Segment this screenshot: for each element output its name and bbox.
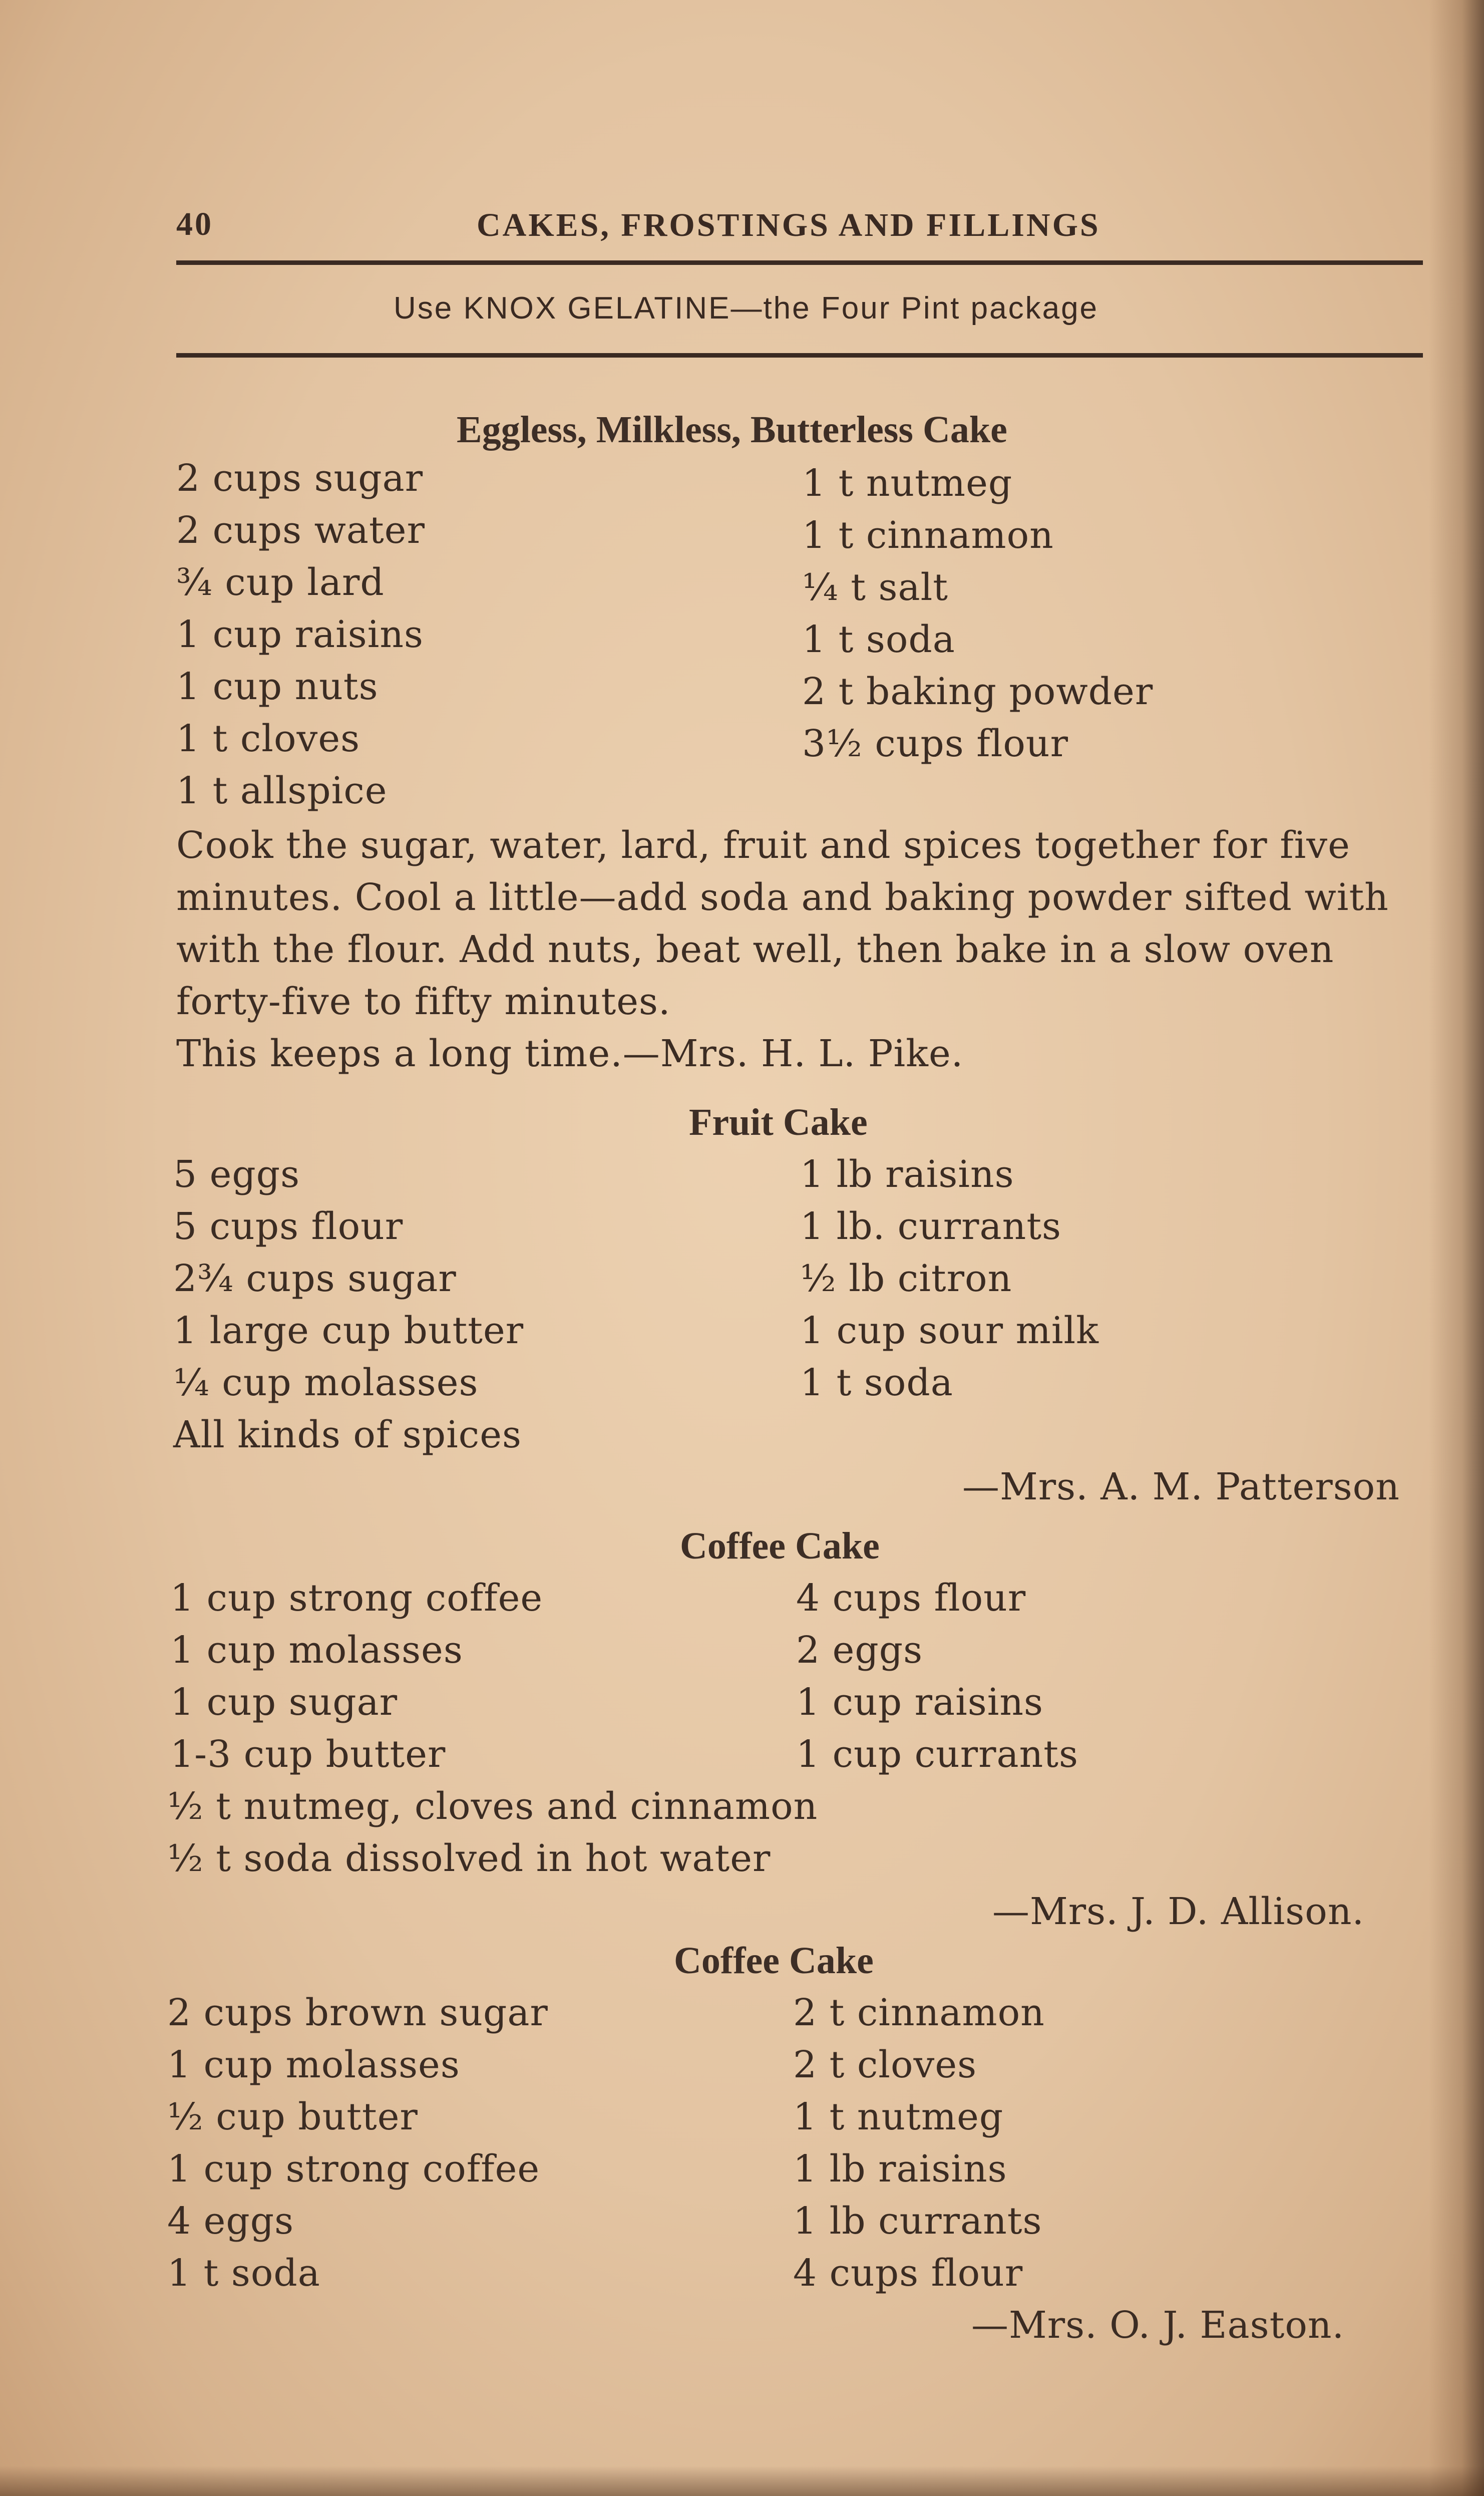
ingredient: All kinds of spices	[173, 1413, 522, 1456]
instruction-line: Cook the sugar, water, lard, fruit and spices together for five	[176, 824, 1350, 867]
ingredient: 1 cup currants	[796, 1733, 1078, 1776]
instruction-line: with the flour. Add nuts, beat well, then bake in a slow oven	[176, 928, 1334, 971]
instruction-line: This keeps a long time.—Mrs. H. L. Pike.	[176, 1032, 964, 1075]
ingredient: 1 lb. currants	[800, 1205, 1062, 1248]
instruction-line: minutes. Cool a little—add soda and baking powder sifted with	[176, 876, 1389, 919]
ingredient: 4 eggs	[167, 2200, 294, 2243]
ingredient: 1 lb raisins	[793, 2147, 1007, 2191]
ingredient: 5 eggs	[173, 1153, 300, 1196]
ingredient: 1 t nutmeg	[802, 462, 1013, 505]
ingredient: 2¾ cups sugar	[173, 1257, 457, 1300]
ingredient: 1 cup sugar	[170, 1681, 398, 1724]
ingredient: 1-3 cup butter	[170, 1733, 446, 1776]
ingredient: ¼ cup molasses	[173, 1361, 479, 1404]
page-bottom-shadow	[0, 2466, 1484, 2496]
ingredient: 1 cup strong coffee	[167, 2147, 540, 2191]
ingredient-line: ½ t soda dissolved in hot water	[167, 1837, 771, 1880]
ingredient: 2 t baking powder	[802, 670, 1154, 713]
ingredient: 2 cups sugar	[176, 457, 424, 500]
ingredient: 1 cup molasses	[167, 2043, 460, 2086]
ingredient: 3½ cups flour	[802, 722, 1068, 765]
recipe-title: Eggless, Milkless, Butterless Cake	[457, 409, 1007, 451]
ingredient: 1 cup raisins	[176, 613, 424, 656]
ingredient-line: ½ t nutmeg, cloves and cinnamon	[167, 1785, 818, 1828]
section-title: CAKES, FROSTINGS AND FILLINGS	[477, 207, 1100, 243]
ingredient: 1 cup strong coffee	[170, 1577, 543, 1620]
attribution: —Mrs. J. D. Allison.	[992, 1890, 1365, 1933]
ingredient: 2 cups water	[176, 509, 425, 552]
ingredient: 1 t nutmeg	[793, 2095, 1004, 2138]
ingredient: 1 t soda	[802, 618, 955, 661]
header-subtitle: Use KNOX GELATINE—the Four Pint package	[394, 291, 1099, 326]
recipe-title: Coffee Cake	[674, 1940, 874, 1982]
ingredient: 1 t soda	[167, 2252, 320, 2295]
ingredient: 1 t soda	[800, 1361, 953, 1404]
ingredient: ½ lb citron	[800, 1257, 1012, 1300]
ingredient: 2 cups brown sugar	[167, 1991, 548, 2034]
ingredient: 5 cups flour	[173, 1205, 404, 1248]
ingredient: 4 cups flour	[793, 2252, 1023, 2295]
ingredient: 1 lb currants	[793, 2200, 1042, 2243]
ingredient: ½ cup butter	[167, 2095, 418, 2138]
ingredient: 1 cup raisins	[796, 1681, 1044, 1724]
header-rule-bottom	[176, 353, 1423, 358]
ingredient: 1 cup sour milk	[800, 1309, 1099, 1352]
ingredient: 1 lb raisins	[800, 1153, 1014, 1196]
ingredient: ¾ cup lard	[176, 561, 385, 604]
page-edge-shadow	[1429, 0, 1484, 2496]
attribution: —Mrs. O. J. Easton.	[971, 2304, 1345, 2347]
instruction-line: forty-five to fifty minutes.	[176, 980, 671, 1023]
recipe-title: Fruit Cake	[689, 1101, 868, 1143]
ingredient: 4 cups flour	[796, 1577, 1026, 1620]
ingredient: 2 t cinnamon	[793, 1991, 1045, 2034]
ingredient: 1 t cloves	[176, 717, 360, 760]
ingredient: 1 t allspice	[176, 769, 388, 812]
ingredient: 1 t cinnamon	[802, 514, 1054, 557]
header-rule-top	[176, 260, 1423, 265]
recipe-title: Coffee Cake	[680, 1525, 880, 1567]
ingredient: 1 cup nuts	[176, 665, 379, 708]
ingredient: 1 large cup butter	[173, 1309, 524, 1352]
ingredient: ¼ t salt	[802, 566, 949, 609]
ingredient: 2 t cloves	[793, 2043, 977, 2086]
page-number: 40	[176, 206, 213, 242]
attribution: —Mrs. A. M. Patterson	[962, 1465, 1400, 1508]
ingredient: 1 cup molasses	[170, 1629, 463, 1672]
ingredient: 2 eggs	[796, 1629, 923, 1672]
